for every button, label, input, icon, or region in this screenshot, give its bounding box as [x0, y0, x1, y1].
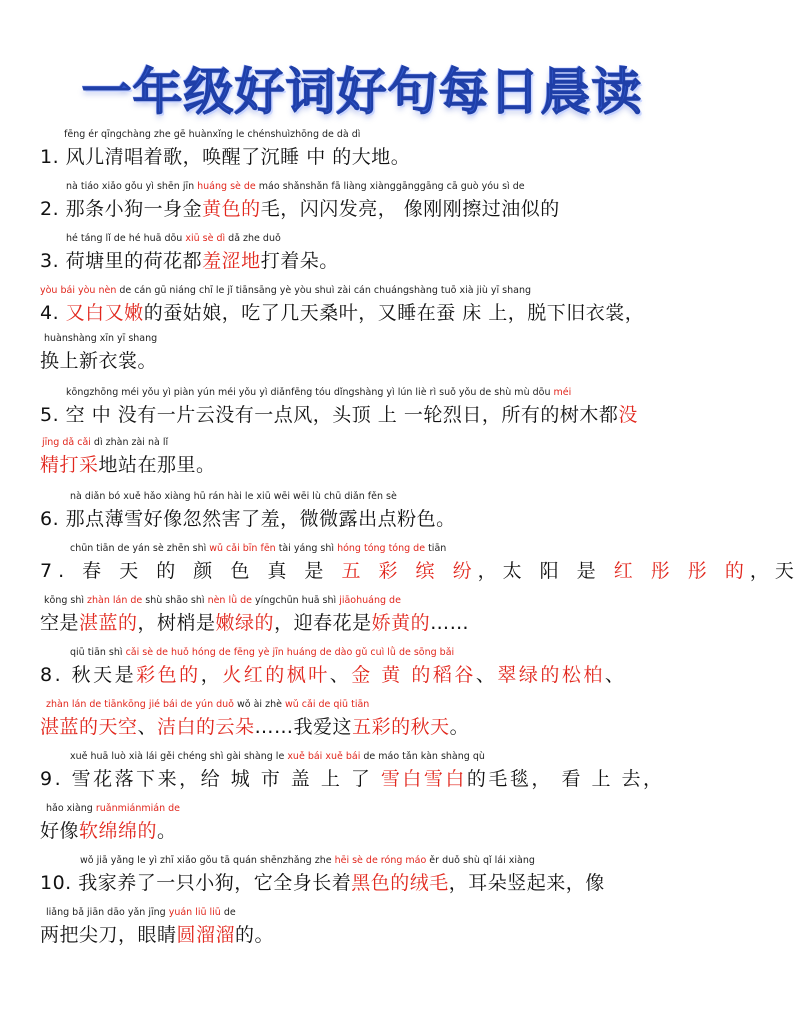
sentence-line	[40, 646, 690, 698]
sentence-segment: 7. 春 天 的 颜 色 真 是	[40, 560, 342, 582]
good-word-highlight: 彩色的	[136, 664, 201, 686]
sentence-line	[40, 332, 690, 384]
sentence-text	[40, 506, 700, 532]
sentence-text	[40, 402, 700, 428]
pinyin-text: huànshàng xīn yī shang	[44, 333, 158, 344]
pinyin-highlight: zhàn lán de tiānkōng	[46, 699, 146, 710]
good-word-highlight: 金 黄 的稻谷	[351, 664, 476, 686]
sentence-segment: ，树梢是	[137, 612, 216, 634]
sentence-segment: 、	[137, 716, 158, 738]
pinyin-text: nà diǎn bó xuě hǎo xiàng hū rán hài le xiū wēi wēi lù chū diǎn fěn sè	[70, 491, 397, 502]
sentence-segment: 、	[329, 664, 352, 686]
pinyin-text: hǎo xiàng	[46, 803, 96, 814]
sentence-segment: ，迎春花是	[274, 612, 372, 634]
good-word-highlight: 黄色的	[202, 198, 261, 220]
good-word-highlight: 红 彤 彤 的	[613, 560, 750, 582]
sentence-segment: 的。	[235, 924, 275, 946]
sentence-segment: ，天	[749, 560, 800, 582]
good-word-highlight: 嫩绿的	[215, 612, 275, 634]
pinyin-text: de cán gū niáng chī le jǐ tiānsāng yè yòu shuì zài cán chuángshàng tuō xià jiù yī shang	[116, 285, 532, 296]
sentence-text	[40, 558, 800, 584]
pinyin-highlight: cǎi sè de	[125, 647, 168, 658]
pinyin-row	[80, 854, 720, 868]
sentence-text	[40, 248, 700, 274]
pinyin-text: dǎ zhe duǒ	[225, 233, 281, 244]
sentence-line	[40, 284, 690, 336]
pinyin-text: hé táng lǐ de hé huā dōu	[66, 233, 186, 244]
sentence-segment: 8. 秋天是	[40, 664, 137, 686]
pinyin-row	[66, 386, 706, 400]
pinyin-row	[42, 436, 682, 450]
good-word-highlight: 没	[618, 404, 638, 426]
pinyin-highlight: jīn huáng de dào gǔ	[272, 647, 368, 658]
sentence-segment: 3. 荷塘里的荷花都	[40, 250, 203, 272]
sentence-line	[40, 180, 690, 232]
sentence-segment: 10. 我家养了一只小狗，它全身长着	[40, 872, 352, 894]
pinyin-highlight: wǔ cǎi de qiū tiān	[284, 699, 370, 710]
pinyin-text: chūn tiān de yán sè zhēn shì	[70, 543, 210, 554]
sentence-text	[40, 196, 700, 222]
pinyin-row	[44, 594, 684, 608]
pinyin-text: shù shāo shì	[142, 595, 208, 606]
sentence-line	[40, 436, 690, 488]
pinyin-highlight: hēi sè de róng máo	[334, 855, 427, 866]
pinyin-text: tài yáng shì	[275, 543, 338, 554]
sentence-segment: 1. 风儿清唱着歌，唤醒了沉睡 中 的大地。	[40, 146, 411, 168]
sentence-text	[40, 714, 700, 740]
pinyin-text: nà tiáo xiǎo gǒu yì shēn jīn	[66, 181, 198, 192]
pinyin-highlight: jiāohuáng de	[339, 595, 401, 606]
pinyin-highlight: ruǎnmiánmián de	[95, 803, 180, 814]
pinyin-text: xuě huā luò xià lái gěi chéng shì gài shàng le	[70, 751, 288, 762]
pinyin-highlight: wǔ cǎi bīn fēn	[209, 543, 276, 554]
pinyin-highlight: yòu bái yòu nèn	[40, 285, 117, 296]
sentence-text	[40, 610, 700, 636]
sentence-segment: 5. 空 中 没有一片云没有一点风，头顶 上 一轮烈日，所有的树木都	[40, 404, 619, 426]
pinyin-highlight: huǒ hóng de fēng yè	[171, 647, 270, 658]
pinyin-highlight: hóng tóng tóng de	[337, 543, 426, 554]
good-word-highlight: 羞涩地	[202, 250, 261, 272]
sentence-segment: 地站在那里。	[98, 454, 216, 476]
sentence-segment: 。	[157, 820, 177, 842]
sentence-segment: 好像	[40, 820, 80, 842]
sentence-text	[40, 452, 700, 478]
sentence-line	[40, 750, 690, 802]
sentence-segment: 毛，闪闪发亮， 像刚刚擦过油似的	[260, 198, 560, 220]
sentence-text	[40, 766, 700, 792]
sentence-line	[40, 490, 690, 542]
pinyin-row	[46, 906, 686, 920]
pinyin-highlight: cuì lǜ de sōng bǎi	[370, 647, 455, 658]
pinyin-text: ěr duǒ shù qǐ lái xiàng	[426, 855, 535, 866]
good-word-highlight: 翠绿的松柏	[497, 664, 605, 686]
pinyin-highlight: jié bái de yún duǒ	[148, 699, 234, 710]
pinyin-row	[64, 128, 704, 142]
pinyin-highlight: zhàn lán de	[87, 595, 143, 606]
good-word-highlight: 五彩的秋天	[352, 716, 450, 738]
pinyin-row	[46, 802, 686, 816]
pinyin-row	[46, 698, 686, 712]
sentence-segment: 两把尖刀，眼睛	[40, 924, 177, 946]
sentence-text	[40, 818, 700, 844]
sentence-segment: 4.	[40, 302, 66, 324]
pinyin-highlight: méi	[553, 387, 572, 398]
pinyin-row	[40, 284, 680, 298]
good-word-highlight: 又白又嫩	[65, 302, 144, 324]
pinyin-text: dì zhàn zài nà lǐ	[90, 437, 169, 448]
pinyin-text: kōng shì	[44, 595, 88, 606]
sentence-segment: 2. 那条小狗一身金	[40, 198, 203, 220]
pinyin-highlight: nèn lǜ de	[207, 595, 253, 606]
sentence-segment: 打着朵。	[260, 250, 339, 272]
sentence-segment: ，	[200, 664, 223, 686]
good-word-highlight: 黑色的绒毛	[351, 872, 449, 894]
pinyin-row	[70, 646, 710, 660]
good-word-highlight: 洁白的云朵	[157, 716, 255, 738]
sentence-segment: 6. 那点薄雪好像忽然害了羞，微微露出点粉色。	[40, 508, 456, 530]
sentence-segment: ……我爱这	[254, 716, 353, 738]
pinyin-text: wǒ ài zhè	[233, 699, 285, 710]
pinyin-text: yíngchūn huā shì	[252, 595, 340, 606]
sentence-line	[40, 542, 800, 594]
pinyin-row	[66, 232, 706, 246]
pinyin-highlight: xuě bái xuě bái	[287, 751, 361, 762]
good-word-highlight: 圆溜溜	[176, 924, 236, 946]
sentence-segment: 的蚕姑娘，吃了几天桑叶，又睡在蚕 床 上，脱下旧衣裳，	[143, 302, 645, 324]
sentence-text	[40, 300, 700, 326]
pinyin-text: qiū tiān shì	[70, 647, 126, 658]
sentence-line	[40, 128, 690, 180]
sentence-line	[40, 802, 690, 854]
good-word-highlight: 湛蓝的	[79, 612, 138, 634]
pinyin-text: tiān	[425, 543, 447, 554]
pinyin-highlight: huáng sè de	[197, 181, 259, 192]
good-word-highlight: 五 彩 缤 纷	[341, 560, 478, 582]
pinyin-row	[44, 332, 684, 346]
sentence-text	[40, 348, 700, 374]
sentence-segment: ，太 阳 是	[477, 560, 614, 582]
sentence-text	[40, 144, 700, 170]
page-title: 一年级好词好句每日晨读	[81, 63, 643, 121]
good-word-highlight: 精打采	[40, 454, 99, 476]
sentence-text	[40, 662, 700, 688]
sentence-segment: 、	[475, 664, 498, 686]
sentence-text	[40, 922, 700, 948]
pinyin-text: wǒ jiā yǎng le yì zhī xiǎo gǒu tā quán shēnzhǎng zhe	[80, 855, 335, 866]
sentence-segment: 9. 雪花落下来，给 城 市 盖 上 了	[40, 768, 381, 790]
sentence-line	[40, 906, 690, 958]
good-word-highlight: 雪白雪白	[380, 768, 467, 790]
pinyin-highlight: jīng dǎ cǎi	[42, 437, 91, 448]
pinyin-row	[70, 490, 710, 504]
pinyin-row	[70, 750, 710, 764]
sentence-segment: 。	[449, 716, 470, 738]
sentence-line	[40, 386, 690, 438]
pinyin-text: liǎng bǎ jiān dāo yǎn jīng	[46, 907, 169, 918]
pinyin-text: de máo tǎn kàn shàng qù	[360, 751, 485, 762]
pinyin-highlight: xiū sè dì	[185, 233, 226, 244]
sentence-line	[40, 594, 690, 646]
sentence-segment: 的毛毯， 看 上 去，	[466, 768, 665, 790]
sentence-segment: 空是	[40, 612, 80, 634]
good-word-highlight: 湛蓝的天空	[40, 716, 138, 738]
good-word-highlight: 火红的枫叶	[222, 664, 330, 686]
sentence-line	[40, 854, 690, 906]
pinyin-highlight: yuán liū liū	[168, 907, 221, 918]
sentence-segment: ……	[430, 612, 470, 634]
pinyin-text: máo shǎnshǎn fā liàng xiànggānggāng cā guò yóu sì de	[258, 181, 525, 192]
sentence-text	[40, 870, 700, 896]
pinyin-text: kōngzhōng méi yǒu yì piàn yún méi yǒu yì diǎnfēng tóu dǐngshàng yì lún liè rì suǒ yǒu de shù mù dōu	[66, 387, 554, 398]
sentence-segment: ，耳朵竖起来，像	[448, 872, 605, 894]
good-word-highlight: 娇黄的	[371, 612, 431, 634]
sentence-line	[40, 698, 690, 750]
pinyin-row	[66, 180, 706, 194]
sentence-segment: 、	[604, 664, 627, 686]
sentence-line	[40, 232, 690, 284]
good-word-highlight: 软绵绵的	[79, 820, 158, 842]
pinyin-text: fēng ér qīngchàng zhe gē huànxǐng le chénshuìzhōng de dà dì	[64, 129, 361, 140]
pinyin-text: de	[220, 907, 236, 918]
sentence-segment: 换上新衣裳。	[40, 350, 158, 372]
pinyin-row	[70, 542, 710, 556]
